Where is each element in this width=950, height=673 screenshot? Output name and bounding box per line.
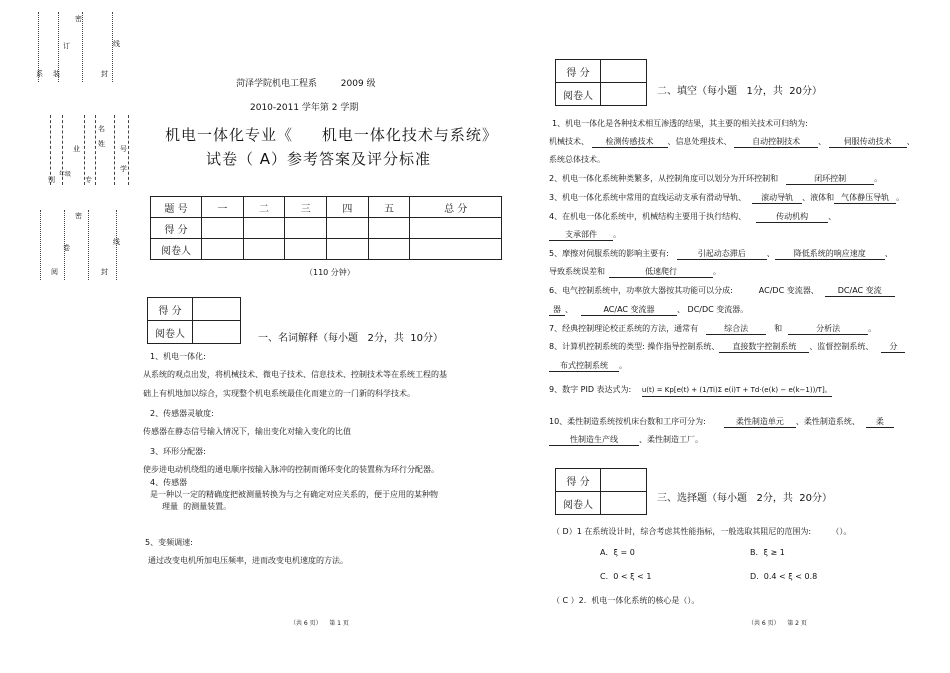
section1-heading: 一、名词解释（每小题 2分，共 10分） [258,333,443,344]
answer-blank: DC/AC 变流 [825,285,895,297]
dept-name: 菏泽学院机电工程系 [236,79,318,89]
margin-label: 年级 [58,171,71,178]
answer-blank: 器 [549,304,565,316]
answer-blank: 伺服传动技术 [829,136,907,148]
exam-title: 机电一体化专业《 机电一体化技术与系统》 [165,126,498,144]
fill-q8-line2: 布式控制系统 。 [549,360,627,372]
fill-q10: 10、柔性制造系统按机床台数和工序可分为: 柔性制造单元 、柔性制造系统、 柔 [549,416,894,428]
field-line [84,115,86,185]
section2-heading: 二、填空（每小题 1分，共 20分） [657,86,822,97]
margin-label: 线 [113,238,120,246]
margin-label: 订 [63,42,70,50]
choice-q2: （ C ）2. 机电一体化系统的核心是（）。 [552,596,700,605]
score-label: 得 分 [556,469,601,492]
field-line [128,115,130,185]
term-question: 4、传感器 [150,478,188,487]
answer-blank: 低速爬行 [609,266,713,278]
choice-q1: （ D）1 在系统设计时，综合考虑其性能指标，一般选取其阻尼的范围为: （）。 [552,527,852,536]
margin-label: 封 [101,70,108,78]
fill-q1: 1、机电一体化是各种技术相互渗透的结果，其主要的相关技术可归纳为: [552,119,808,128]
fill-q1-line2: 机械技术、 检测传感技术 、信息处理技术、 自动控制技术 、 伺服传动技术 、 [549,137,915,146]
fill-q7: 7、经典控制理论校正系统的方法，通常有 综合法 和 分析法 。 [549,324,877,333]
grader-label: 阅卷人 [556,83,601,106]
margin-label: 封 [101,268,108,276]
term-question: 2、传感器灵敏度: [150,409,214,418]
header-cell: 题 号 [151,197,202,218]
answer-blank: 性制造生产线 [549,434,639,446]
term-question: 1、机电一体化: [150,352,206,361]
fill-q6: 6、电气控制系统中，功率放大器按其功能可以分成: AC/DC 变流器、 DC/AC 变流 [549,285,895,297]
margin-label: 密 [75,212,82,220]
section2-scorebox [555,59,647,106]
header-cell: 四 [327,197,369,218]
answer-blank: 检测传感技术 [592,136,668,148]
margin-label: 卷 [63,244,70,252]
answer-blank: 气体静压导轨 [834,192,896,204]
term: 2010-2011 学年第 2 学期 [250,103,359,113]
choice-option: D. 0.4 < ξ < 0.8 [750,572,818,581]
fill-q1-line3: 系统总体技术。 [549,155,605,164]
section3-scorebox [555,468,647,515]
margin-label: 系 [36,70,43,78]
header-cell: 二 [243,197,285,218]
margin-label: 专 [85,176,92,184]
exam-subtitle: 试卷（ A）参考答案及评分标准 [206,150,432,168]
table-row [151,239,502,260]
fill-q5: 5、摩擦对伺服系统的影响主要有: 引起动态滞后 、 降低系统的响应速度 、 [549,249,893,258]
answer-blank: 支承部件 [549,229,613,241]
seal-dotted-line [40,210,43,280]
answer-blank: 布式控制系统 [549,360,619,372]
term-answer: 理量 的测量装置。 [162,502,232,511]
score-summary-table [150,196,502,260]
margin-label: 名 [98,125,105,133]
margin-label: 学 [120,165,127,173]
answer-blank: 综合法 [706,323,766,335]
score-label: 得 分 [148,298,193,321]
page-footer-right: （共 6 页） 第 2 页 [748,620,807,627]
fill-q4-line2: 支承部件 。 [549,229,621,241]
margin-label: 装 [53,70,60,78]
term-answer: 通过改变电机所加电压频率，进而改变电机速度的方法。 [148,556,348,565]
margin-label: 阅 [51,268,58,276]
field-line [50,115,52,185]
answer-blank: 分 [881,341,905,353]
section3-heading: 三、选择题（每小题 2分，共 20分） [657,493,832,504]
answer-blank: 自动控制技术 [734,136,818,148]
grade: 2009 级 [340,79,376,89]
margin-label: 业 [73,145,80,153]
answer-blank: 引起动态滞后 [677,248,767,260]
choice-option: A．ξ = 0 [600,548,635,557]
table-row [151,197,502,218]
margin-label: 密 [75,15,82,23]
margin-label: 姓 [98,140,105,148]
pid-formula: u(t) = Kp[e(t) + (1/Ti)Σ e(i)T + Td·(e(k) − e(k−1))/T]。 [642,385,832,397]
fill-q10-line2: 性制造生产线 、柔性制造工厂。 [549,434,703,446]
term-answer: 础上有机地加以综合，实现整个机电系统最佳化而建立的一门新的科学技术。 [143,389,415,398]
margin-label: 号 [120,145,127,153]
header-cell: 一 [202,197,244,218]
term-answer: 传感器在静态信号输入情况下，输出变化对输入变化的比值 [143,427,351,436]
term-question: 3、环形分配器: [150,447,206,456]
seal-dotted-line [88,210,91,280]
table-row [151,218,502,239]
answer-blank: 闭环控制 [786,173,874,185]
choice-option: C. 0 < ξ < 1 [600,572,652,581]
margin-label: 别 [48,176,55,184]
term-answer: 是一种以一定的精确度把被测量转换为与之有确定对应关系的，便于应用的某种物 [150,490,438,499]
fill-q8: 8、计算机控制系统的类型: 操作指导控制系统、 直接数字控制系统 、监督控制系统、 分 [549,341,905,353]
fill-q4: 4、在机电一体化系统中，机械结构主要用于执行结构、 传动机构 、 [549,212,837,221]
dept-line [236,76,376,89]
fill-q9: 9、数字 PID 表达式为: u(t) = Kp[e(t) + (1/Ti)Σ e(i)T + Td·(e(k) − e(k−1))/T]。 [549,384,832,397]
fill-q6-line2: 器 、 AC/AC 变流器 、 DC/DC 变流器。 [549,304,748,316]
term-answer: 从系统的观点出发，将机械技术、微电子技术、信息技术、控制技术等在系统工程的基 [143,370,447,379]
answer-blank: 直接数字控制系统 [719,341,809,353]
margin-label: 线 [113,40,120,48]
fill-q3: 3、机电一体化系统中常用的直线运动支承有滑动导轨、 滚动导轨 、液体和 气体静压导轨 。 [549,193,905,202]
page-footer-left: （共 6 页） 第 1 页 [290,620,349,627]
answer-blank: 降低系统的响应速度 [775,248,885,260]
term-question: 5、变频调速: [145,538,193,547]
answer-blank: 传动机构 [756,211,828,223]
score-label: 得 分 [556,60,601,83]
duration-note: （110 分钟） [305,268,355,277]
field-line [114,115,116,185]
row-label: 阅卷人 [151,239,202,260]
answer-blank: 柔 [866,416,894,428]
fill-q5-line2: 导致系统误差和 低速爬行 。 [549,267,721,276]
section1-scorebox [147,297,241,344]
answer-blank: AC/AC 变流器 [581,304,677,316]
choice-option: B．ξ ≥ 1 [750,548,785,557]
header-cell: 总 分 [410,197,502,218]
fill-q2: 2、机电一体化系统种类繁多，从控制角度可以划分为开环控制和 闭环控制 。 [549,174,883,183]
row-label: 得 分 [151,218,202,239]
term-answer: 使步进电动机绕组的通电顺序按输入脉冲的控制而循环变化的装置称为环行分配器。 [143,465,439,474]
answer-blank: 柔性制造单元 [724,416,796,428]
header-cell: 三 [285,197,327,218]
grader-label: 阅卷人 [556,492,601,515]
header-cell: 五 [368,197,410,218]
answer-blank: 分析法 [788,323,868,335]
grader-label: 阅卷人 [148,321,193,344]
answer-blank: 滚动导轨 [752,192,802,204]
